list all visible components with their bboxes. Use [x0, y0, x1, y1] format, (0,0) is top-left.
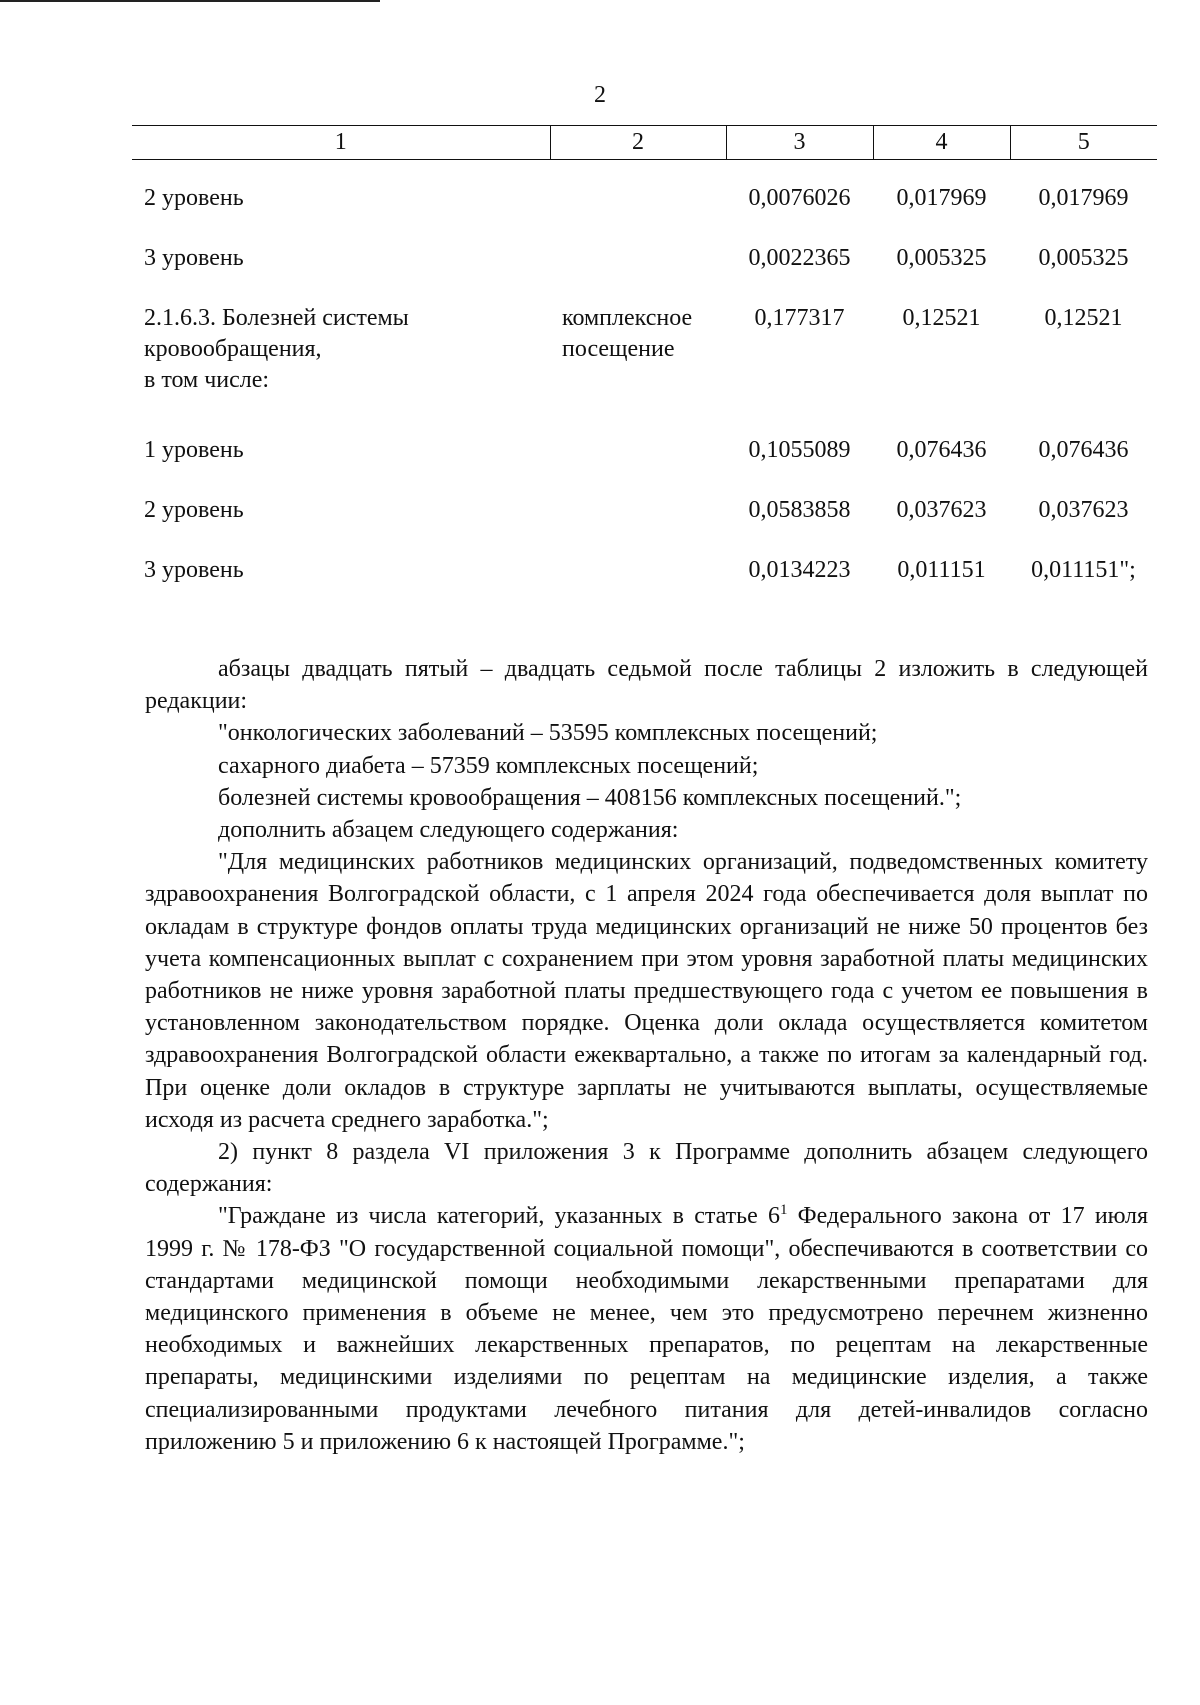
row-value-4: 0,005325 — [896, 245, 987, 271]
paragraph-6: "Для медицинских работников медицинских организаций, подведомственных комитету здравоохранения Волгоградской области, с 1 апреля 2024 года обеспечивается доля выплат по окладам в структуре фондов оплаты труда медицинских организаций не ниже 50 процентов без учета компенсационных выплат с сохранением при этом уровня заработной платы медицинских работников не ниже уровня заработной платы предшествующего года с учетом ее повышения в установленном законодательством порядке. Оценка доли оклада осуществляется комитетом здравоохранения Волгоградской области ежеквартально, а также по итогам за календарный год. При оценке доли окладов в структуре зарплаты не учитываются выплаты, осуществляемые исходя из расчета среднего заработка."; — [145, 849, 1148, 1133]
row-name: 1 уровень — [144, 437, 244, 463]
row-name: 2 уровень — [144, 497, 244, 523]
row-value-5: 0,076436 — [1038, 437, 1129, 463]
row-name-line: в том числе: — [144, 367, 270, 393]
table-header — [132, 126, 1157, 160]
row-value-5: 0,12521 — [1044, 305, 1123, 331]
header-col-2: 2 — [550, 126, 726, 160]
row-unit — [550, 183, 726, 243]
row-value-5: 0,017969 — [1038, 185, 1129, 211]
table-row — [132, 303, 1157, 435]
header-col-1: 1 — [132, 126, 550, 160]
header-col-5: 5 — [1010, 126, 1157, 160]
paragraph-7: 2) пункт 8 раздела VI приложения 3 к Программе дополнить абзацем следующего содержания: — [145, 1139, 1148, 1198]
row-name: 3 уровень — [144, 557, 244, 583]
row-value-4: 0,037623 — [896, 497, 987, 523]
row-unit — [550, 243, 726, 303]
row-value-3: 0,0076026 — [748, 185, 851, 211]
table-row — [132, 435, 1157, 495]
row-value-3: 0,0022365 — [748, 245, 851, 271]
paragraph-8 — [145, 1200, 1148, 1458]
row-unit-line: комплексное — [562, 305, 693, 331]
paragraph-3: сахарного диабета – 57359 комплексных посещений; — [218, 752, 759, 779]
table-row — [132, 555, 1157, 595]
paragraph-8-end: Федерального закона от 17 июля 1999 г. № 178-ФЗ "О государственной социальной помощи", обеспечиваются в соответствии со стандартами медицинской помощи необходимыми лекарственными препаратами для медицинского применения в объеме не менее, чем это предусмотрено перечнем жизненно необходимых и важнейших лекарственных препаратов, по рецептам на лекарственные препараты, медицинскими изделиями по рецептам на медицинские изделия, а также специализированными продуктами лечебного питания для детей-инвалидов согласно приложению 5 и приложению 6 к настоящей Программе."; — [145, 1203, 1149, 1455]
row-unit-line: посещение — [562, 336, 675, 362]
paragraph-4: болезней системы кровообращения – 408156 комплексных посещений."; — [218, 784, 962, 811]
row-name — [132, 303, 550, 435]
row-name: 3 уровень — [144, 245, 244, 271]
table-row — [132, 495, 1157, 555]
paragraph-5: дополнить абзацем следующего содержания: — [218, 817, 679, 844]
row-unit — [550, 495, 726, 555]
row-value-4: 0,12521 — [902, 305, 981, 331]
paragraph-8-start: "Граждане из числа категорий, указанных в статье 6 — [218, 1203, 780, 1230]
row-value-3: 0,1055089 — [748, 437, 851, 463]
indicators-table — [132, 125, 1157, 595]
row-value-5: 0,005325 — [1038, 245, 1129, 271]
row-unit — [550, 303, 726, 435]
row-unit — [550, 435, 726, 495]
row-value-3: 0,0583858 — [748, 497, 851, 523]
row-value-4: 0,017969 — [896, 185, 987, 211]
row-value-3: 0,177317 — [754, 305, 845, 331]
header-col-3: 3 — [726, 126, 873, 160]
row-value-5: 0,037623 — [1038, 497, 1129, 523]
row-value-4: 0,011151 — [897, 557, 986, 583]
table-row — [132, 183, 1157, 243]
row-value-3: 0,0134223 — [748, 557, 851, 583]
row-value-4: 0,076436 — [896, 437, 987, 463]
row-name-line: 2.1.6.3. Болезней системы — [144, 305, 409, 331]
header-col-4: 4 — [873, 126, 1010, 160]
row-name: 2 уровень — [144, 185, 244, 211]
row-unit — [550, 555, 726, 595]
row-value-5: 0,011151"; — [1031, 557, 1136, 583]
table-row — [132, 243, 1157, 303]
page-number: 2 — [594, 82, 606, 108]
row-name-line: кровообращения, — [144, 336, 322, 362]
article-superscript: 1 — [779, 1202, 788, 1219]
scan-edge-line — [0, 0, 380, 2]
paragraph-2: "онкологических заболеваний – 53595 комплексных посещений; — [218, 720, 878, 747]
body-text — [145, 653, 1148, 1458]
paragraph-1: абзацы двадцать пятый – двадцать седьмой после таблицы 2 изложить в следующей редакции: — [145, 656, 1148, 715]
